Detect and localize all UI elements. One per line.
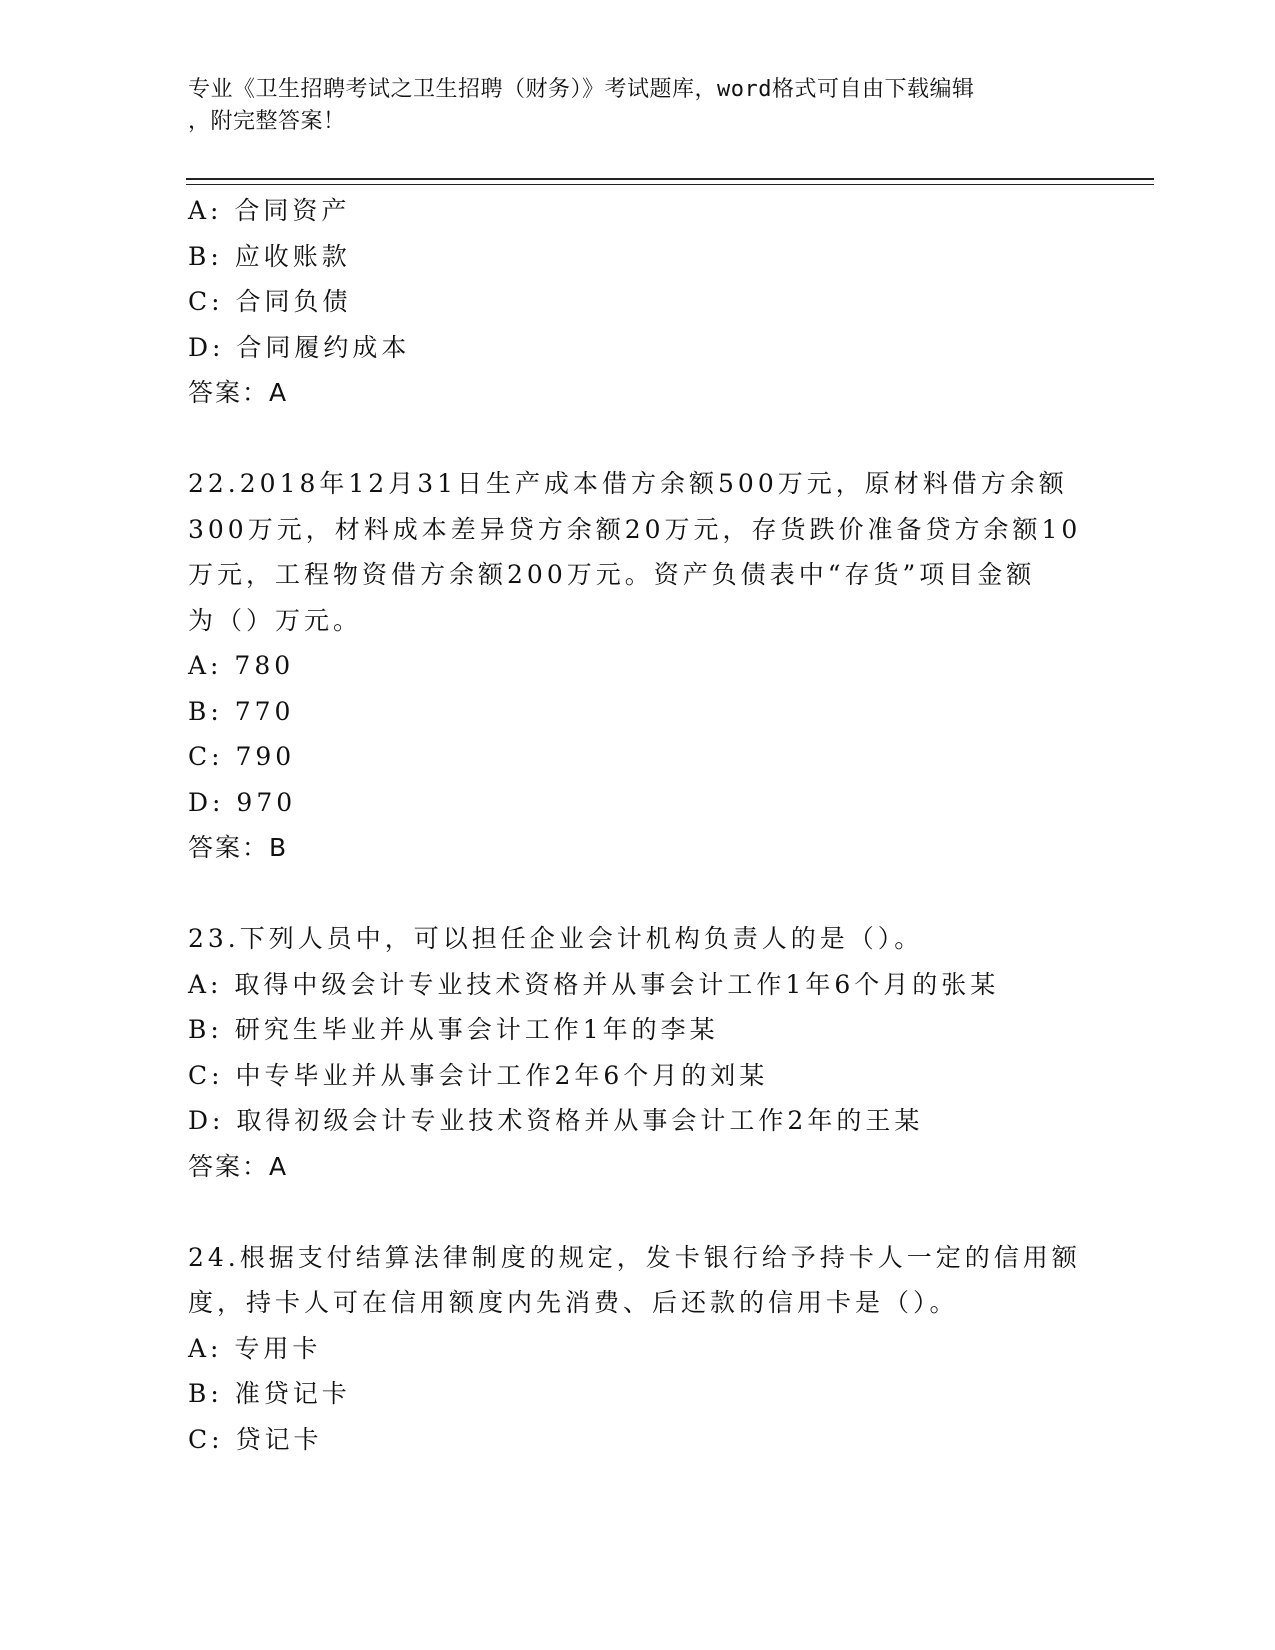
option-c: C: 合同负债 (188, 287, 352, 316)
header-divider-thick (186, 178, 1154, 180)
option-c: C: 贷记卡 (188, 1424, 323, 1454)
question-text-line: 24.根据支付结算法律制度的规定，发卡银行给予持卡人一定的信用额 (188, 1242, 1081, 1272)
question-21 (188, 188, 1088, 416)
question-23 (188, 916, 1088, 1189)
option-b: B: 准贷记卡 (188, 1379, 351, 1408)
question-24 (188, 1235, 1088, 1463)
question-text-line: 22.2018年12月31日生产成本借方余额500万元，原材料借方余额 (188, 469, 1068, 498)
document-header (188, 74, 1088, 138)
question-text-line: 万元，工程物资借方余额200万元。资产负债表中“存货”项目金额 (188, 560, 1036, 589)
option-c: C: 790 (188, 742, 296, 771)
header-line-1: 专业《卫生招聘考试之卫生招聘（财务）》考试题库，word格式可自由下载编辑 (188, 77, 975, 102)
question-text-line: 为（）万元。 (188, 605, 363, 635)
option-a: A: 780 (188, 651, 295, 680)
question-text-line: 23.下列人员中，可以担任企业会计机构负责人的是（）。 (188, 924, 924, 953)
option-d: D: 970 (188, 787, 297, 817)
option-c: C: 中专毕业并从事会计工作2年6个月的刘某 (188, 1060, 769, 1090)
option-d: D: 合同履约成本 (188, 332, 411, 362)
option-b: B: 应收账款 (188, 241, 351, 271)
header-divider-thin (186, 184, 1154, 185)
option-a: A: 专用卡 (188, 1333, 322, 1363)
answer: 答案：A (188, 1151, 289, 1181)
option-d: D: 取得初级会计专业技术资格并从事会计工作2年的王某 (188, 1106, 924, 1135)
question-list (188, 188, 1088, 1462)
spacer (188, 871, 1088, 917)
spacer (188, 416, 1088, 462)
question-text-line: 度，持卡人可在信用额度内先消费、后还款的信用卡是（）。 (188, 1288, 959, 1317)
option-b: B: 研究生毕业并从事会计工作1年的李某 (188, 1015, 719, 1044)
option-a: A: 合同资产 (188, 196, 351, 225)
header-line-2: ，附完整答案！ (188, 109, 346, 134)
spacer (188, 1189, 1088, 1235)
question-text-line: 300万元，材料成本差异贷方余额20万元，存货跌价准备贷方余额10 (188, 514, 1082, 544)
option-b: B: 770 (188, 696, 295, 726)
option-a: A: 取得中级会计专业技术资格并从事会计工作1年6个月的张某 (188, 969, 1000, 999)
question-22 (188, 461, 1088, 871)
answer: 答案：B (188, 833, 289, 862)
answer: 答案：A (188, 378, 289, 407)
